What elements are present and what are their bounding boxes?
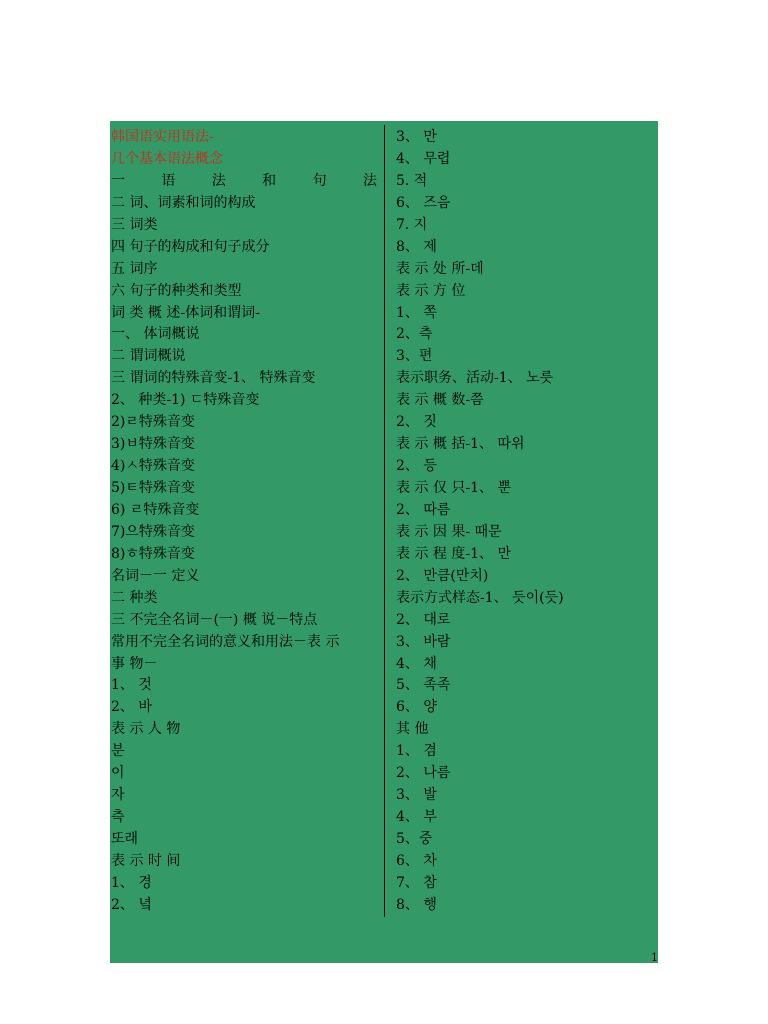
outline-line: 表 示 概 括-1、 따위	[396, 436, 525, 453]
outline-line: 8)ㅎ特殊音变	[111, 545, 195, 562]
outline-line: 表示职务、活动-1、 노릇	[396, 370, 554, 387]
outline-line: 二 谓词概说	[111, 348, 186, 365]
outline-line: 2、 种类-1) ㄷ特殊音变	[111, 392, 260, 409]
outline-line: 2、 등	[396, 458, 437, 475]
outline-line: 1、 겸	[396, 743, 437, 760]
outline-line: 表示方式样态-1、 듯이(듯)	[396, 589, 564, 606]
outline-line: 또래	[111, 831, 139, 847]
outline-line: 1、 쪽	[396, 304, 437, 321]
outline-line: 表 示 因 果- 때문	[396, 523, 502, 540]
column-divider	[384, 125, 385, 917]
outline-line: 表 示 概 数-쯤	[396, 392, 484, 409]
outline-line: 5)ㅌ特殊音变	[111, 480, 195, 496]
outline-line: 二 种类	[111, 589, 158, 606]
outline-line: 2、 만큼(만치)	[396, 567, 489, 584]
heading-char: 法	[211, 172, 226, 189]
outline-line: 7、 참	[396, 874, 437, 891]
document-subtitle: 几个基本语法概念	[111, 150, 223, 167]
outline-line: 六 句子的种类和类型	[111, 282, 242, 299]
outline-line: 1、 경	[111, 874, 152, 891]
heading-char: 和	[262, 172, 277, 189]
outline-line: 측	[111, 809, 125, 826]
heading-char: 语	[161, 172, 176, 189]
outline-line: 4、 부	[396, 809, 437, 826]
outline-line: 4)ㅅ特殊音变	[111, 458, 195, 475]
outline-line: 4、 채	[396, 655, 437, 672]
outline-line: 5、중	[396, 831, 433, 847]
outline-line: 2、 따름	[396, 501, 451, 518]
outline-line: 2、 녘	[111, 896, 152, 913]
outline-line: 2)ㄹ特殊音变	[111, 414, 195, 431]
outline-line: 3、편	[396, 348, 433, 365]
outline-line: 表 示 时 间	[111, 852, 181, 869]
outline-line: 6、 차	[396, 852, 437, 869]
outline-line: 3、 발	[396, 787, 437, 804]
outline-line: 2、 대로	[396, 611, 451, 628]
outline-line: 表 示 处 所-데	[396, 260, 484, 277]
outline-line: 一、 体词概说	[111, 326, 200, 343]
right-line-list	[396, 127, 646, 917]
outline-line: 表 示 方 位	[396, 282, 466, 299]
outline-line: 7)으特殊音变	[111, 523, 195, 540]
outline-line: 7. 지	[396, 216, 428, 233]
outline-line: 6) ㄹ特殊音变	[111, 501, 200, 518]
left-line-list	[111, 193, 377, 917]
outline-line: 二 词、词素和词的构成	[111, 194, 256, 211]
outline-line: 三 谓词的特殊音变-1、 特殊音变	[111, 370, 316, 387]
outline-line: 5、 족족	[396, 677, 451, 694]
outline-line: 词 类 概 述-体词和谓词-	[111, 304, 260, 321]
outline-line: 2、 나름	[396, 765, 451, 782]
outline-line: 3、 바람	[396, 633, 451, 650]
outline-line: 8、 행	[396, 896, 437, 913]
outline-line: 6、 즈음	[396, 194, 451, 211]
outline-line: 事 物－	[111, 655, 158, 672]
outline-line: 四 句子的构成和句子成分	[111, 238, 270, 255]
outline-line: 분	[111, 743, 125, 760]
outline-line: 8、 제	[396, 238, 437, 255]
outline-line: 常用不完全名词的意义和用法－表 示	[111, 633, 340, 650]
outline-line: 자	[111, 787, 125, 804]
outline-line: 三 不完全名词－(一) 概 说－特点	[111, 611, 318, 628]
outline-line: 表 示 人 物	[111, 721, 181, 738]
outline-line: 5. 적	[396, 172, 428, 189]
outline-line: 三 词类	[111, 216, 158, 233]
outline-line: 3、 만	[396, 129, 437, 145]
outline-line: 名词－一 定义	[111, 567, 200, 584]
heading-char: 法	[362, 172, 377, 189]
outline-line: 表 示 程 度-1、 만	[396, 545, 511, 562]
outline-line: 表 示 仅 只-1、 뿐	[396, 480, 511, 496]
outline-line: 2、 짓	[396, 414, 437, 431]
outline-line: 6、 양	[396, 699, 437, 716]
grammar-syntax-heading	[111, 171, 377, 193]
outline-line: 五 词序	[111, 260, 158, 277]
outline-line: 2、 바	[111, 699, 152, 716]
outline-line: 其 他	[396, 721, 429, 738]
outline-line: 이	[111, 765, 125, 782]
left-column	[111, 127, 377, 917]
document-title: 韩国语实用语法-	[111, 129, 214, 145]
heading-char: 一	[111, 172, 125, 189]
outline-line: 2、측	[396, 326, 433, 343]
outline-line: 1、 것	[111, 677, 152, 694]
right-column	[396, 127, 646, 917]
outline-line: 3)ㅂ特殊音变	[111, 436, 195, 453]
page-number: 1	[651, 951, 658, 964]
outline-line: 4、 무렵	[396, 150, 451, 167]
heading-char: 句	[312, 172, 327, 189]
